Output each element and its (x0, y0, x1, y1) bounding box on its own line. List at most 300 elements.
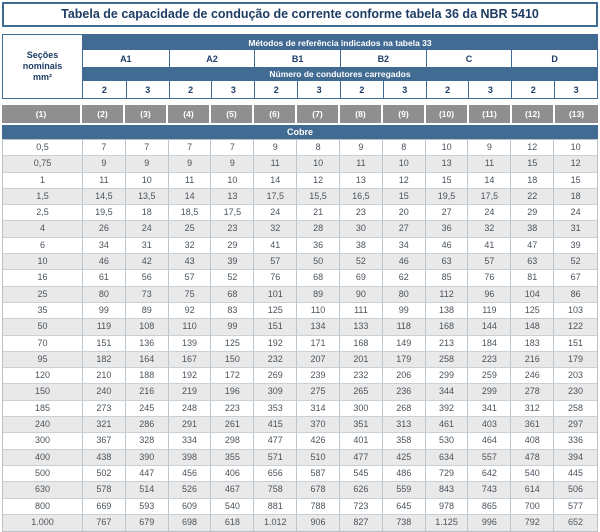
ampacity-value-cell: 9 (468, 140, 511, 156)
ampacity-value-cell: 99 (383, 303, 426, 319)
ampacity-value-cell: 10 (426, 140, 469, 156)
ampacity-value-cell: 426 (297, 433, 340, 449)
ampacity-value-cell: 245 (126, 401, 169, 417)
ampacity-value-cell: 259 (468, 368, 511, 384)
ampacity-value-cell: 11 (468, 156, 511, 172)
ampacity-value-cell: 478 (511, 450, 554, 466)
ampacity-value-cell: 206 (383, 368, 426, 384)
ampacity-value-cell: 7 (83, 140, 126, 156)
ampacity-value-cell: 341 (468, 401, 511, 417)
ampacity-value-cell: 24 (554, 205, 597, 221)
ampacity-value-cell: 63 (426, 254, 469, 270)
ampacity-value-cell: 80 (83, 287, 126, 303)
row-size-cell: 10 (3, 254, 83, 270)
row-size-cell: 50 (3, 319, 83, 335)
ampacity-value-cell: 477 (340, 450, 383, 466)
ampacity-value-cell: 22 (511, 189, 554, 205)
ampacity-value-cell: 18,5 (169, 205, 212, 221)
ampacity-value-cell: 17,5 (254, 189, 297, 205)
ampacity-value-cell: 103 (554, 303, 597, 319)
ampacity-value-cell: 232 (340, 368, 383, 384)
column-number-cell: (2) (82, 105, 125, 123)
ampacity-value-cell: 7 (169, 140, 212, 156)
ampacity-value-cell: 230 (554, 384, 597, 400)
ampacity-value-cell: 299 (426, 368, 469, 384)
row-size-cell: 630 (3, 482, 83, 498)
ampacity-value-cell: 14 (169, 189, 212, 205)
ampacity-value-cell: 50 (297, 254, 340, 270)
conductor-count-cell: 3 (211, 81, 254, 98)
row-size-cell: 25 (3, 287, 83, 303)
ampacity-value-cell: 996 (468, 515, 511, 531)
ampacity-value-cell: 80 (383, 287, 426, 303)
ampacity-value-cell: 261 (211, 417, 254, 433)
ampacity-value-cell: 447 (126, 466, 169, 482)
ampacity-value-cell: 201 (340, 352, 383, 368)
ampacity-value-cell: 461 (426, 417, 469, 433)
row-size-cell: 70 (3, 336, 83, 352)
ampacity-value-cell: 557 (468, 450, 511, 466)
ampacity-value-cell: 125 (211, 336, 254, 352)
ampacity-value-cell: 125 (254, 303, 297, 319)
ampacity-value-cell: 403 (468, 417, 511, 433)
ampacity-value-cell: 367 (83, 433, 126, 449)
ampacity-value-cell: 11 (169, 173, 212, 189)
ampacity-value-cell: 28 (297, 221, 340, 237)
conductor-count-cell: 2 (254, 81, 297, 98)
ampacity-value-cell: 12 (297, 173, 340, 189)
ampacity-value-cell: 20 (383, 205, 426, 221)
conductors-header: Número de condutores carregados (83, 67, 597, 81)
ampacity-value-cell: 456 (169, 466, 212, 482)
ampacity-value-cell: 593 (126, 499, 169, 515)
ampacity-value-cell: 609 (169, 499, 212, 515)
ampacity-value-cell: 514 (126, 482, 169, 498)
ampacity-value-cell: 269 (254, 368, 297, 384)
ampacity-value-cell: 149 (383, 336, 426, 352)
ampacity-value-cell: 618 (211, 515, 254, 531)
ampacity-value-cell: 36 (297, 238, 340, 254)
ampacity-value-cell: 133 (340, 319, 383, 335)
ampacity-value-cell: 398 (169, 450, 212, 466)
ampacity-value-cell: 540 (211, 499, 254, 515)
corner-label-line: Seções (26, 50, 59, 60)
ampacity-value-cell: 21 (297, 205, 340, 221)
ampacity-value-cell: 47 (511, 238, 554, 254)
ampacity-value-cell: 219 (169, 384, 212, 400)
ampacity-value-cell: 390 (126, 450, 169, 466)
ampacity-value-cell: 526 (169, 482, 212, 498)
ampacity-value-cell: 827 (340, 515, 383, 531)
ampacity-value-cell: 31 (554, 221, 597, 237)
ampacity-value-cell: 669 (83, 499, 126, 515)
ampacity-value-cell: 26 (83, 221, 126, 237)
ampacity-value-cell: 23 (340, 205, 383, 221)
table-title: Tabela de capacidade de condução de corrente conforme tabela 36 da NBR 5410 (2, 2, 598, 27)
ampacity-value-cell: 39 (554, 238, 597, 254)
ampacity-value-cell: 46 (426, 238, 469, 254)
ampacity-value-cell: 9 (126, 156, 169, 172)
ampacity-value-cell: 192 (169, 368, 212, 384)
ampacity-value-cell: 27 (383, 221, 426, 237)
row-size-cell: 6 (3, 238, 83, 254)
ampacity-value-cell: 578 (83, 482, 126, 498)
ampacity-value-cell: 634 (426, 450, 469, 466)
corner-label (3, 35, 83, 98)
ampacity-value-cell: 8 (383, 140, 426, 156)
ampacity-value-cell: 85 (426, 270, 469, 286)
ampacity-value-cell: 758 (254, 482, 297, 498)
ampacity-value-cell: 119 (468, 303, 511, 319)
ampacity-value-cell: 42 (126, 254, 169, 270)
ampacity-value-cell: 43 (169, 254, 212, 270)
ampacity-value-cell: 99 (83, 303, 126, 319)
ampacity-value-cell: 46 (83, 254, 126, 270)
ampacity-value-cell: 89 (297, 287, 340, 303)
row-size-cell: 4 (3, 221, 83, 237)
row-size-cell: 240 (3, 417, 83, 433)
ampacity-value-cell: 207 (297, 352, 340, 368)
ampacity-value-cell: 344 (426, 384, 469, 400)
ampacity-value-cell: 14,5 (83, 189, 126, 205)
ampacity-value-cell: 25 (169, 221, 212, 237)
conductor-count-cell: 2 (340, 81, 383, 98)
ampacity-value-cell: 34 (83, 238, 126, 254)
ampacity-value-cell: 57 (169, 270, 212, 286)
ampacity-value-cell: 587 (297, 466, 340, 482)
ampacity-value-cell: 265 (340, 384, 383, 400)
ampacity-value-cell: 464 (468, 433, 511, 449)
ampacity-value-cell: 10 (554, 140, 597, 156)
ampacity-value-cell: 9 (169, 156, 212, 172)
ampacity-value-cell: 438 (83, 450, 126, 466)
ampacity-value-cell: 11 (340, 156, 383, 172)
ampacity-value-cell: 32 (468, 221, 511, 237)
ampacity-value-cell: 125 (511, 303, 554, 319)
column-number-cell: (11) (469, 105, 512, 123)
ampacity-value-cell: 358 (383, 433, 426, 449)
ampacity-value-cell: 32 (169, 238, 212, 254)
ampacity-value-cell: 183 (511, 336, 554, 352)
ampacity-value-cell: 656 (254, 466, 297, 482)
conductor-count-cell: 3 (554, 81, 597, 98)
ampacity-value-cell: 10 (211, 173, 254, 189)
row-size-cell: 300 (3, 433, 83, 449)
ampacity-value-cell: 17,5 (468, 189, 511, 205)
ampacity-value-cell: 298 (211, 433, 254, 449)
ampacity-value-cell: 239 (297, 368, 340, 384)
ampacity-value-cell: 19,5 (83, 205, 126, 221)
ampacity-value-cell: 240 (83, 384, 126, 400)
ampacity-value-cell: 29 (211, 238, 254, 254)
ampacity-value-cell: 11 (83, 173, 126, 189)
ampacity-value-cell: 196 (211, 384, 254, 400)
ampacity-value-cell: 559 (383, 482, 426, 498)
ampacity-value-cell: 577 (554, 499, 597, 515)
column-number-cell: (8) (340, 105, 383, 123)
ampacity-value-cell: 30 (340, 221, 383, 237)
conductor-count-cell: 3 (468, 81, 511, 98)
ampacity-value-cell: 92 (169, 303, 212, 319)
ampacity-value-cell: 151 (554, 336, 597, 352)
ampacity-value-cell: 75 (169, 287, 212, 303)
ampacity-value-cell: 36 (426, 221, 469, 237)
row-size-cell: 1 (3, 173, 83, 189)
column-number-cell: (4) (168, 105, 211, 123)
ampacity-value-cell: 297 (554, 417, 597, 433)
ampacity-value-cell: 18 (126, 205, 169, 221)
ampacity-value-cell: 81 (511, 270, 554, 286)
ampacity-value-cell: 68 (211, 287, 254, 303)
ampacity-value-cell: 309 (254, 384, 297, 400)
ampacity-value-cell: 184 (468, 336, 511, 352)
row-size-cell: 1.000 (3, 515, 83, 531)
ampacity-value-cell: 18 (511, 173, 554, 189)
ampacity-value-cell: 353 (254, 401, 297, 417)
row-size-cell: 185 (3, 401, 83, 417)
ampacity-value-cell: 57 (468, 254, 511, 270)
ampacity-value-cell: 486 (383, 466, 426, 482)
ampacity-value-cell: 136 (126, 336, 169, 352)
ampacity-value-cell: 370 (297, 417, 340, 433)
conductor-count-cell: 2 (83, 81, 126, 98)
corner-label-line: nominais (22, 61, 63, 71)
ampacity-value-cell: 7 (211, 140, 254, 156)
ampacity-value-cell: 134 (297, 319, 340, 335)
row-size-cell: 2,5 (3, 205, 83, 221)
ampacity-value-cell: 216 (126, 384, 169, 400)
methods-header: Métodos de referência indicados na tabela 33 (83, 35, 597, 50)
ampacity-value-cell: 89 (126, 303, 169, 319)
ampacity-value-cell: 63 (511, 254, 554, 270)
ampacity-value-cell: 101 (254, 287, 297, 303)
ampacity-value-cell: 645 (383, 499, 426, 515)
ampacity-value-cell: 321 (83, 417, 126, 433)
ampacity-value-cell: 56 (126, 270, 169, 286)
ampacity-value-cell: 151 (254, 319, 297, 335)
ampacity-value-cell: 545 (340, 466, 383, 482)
ampacity-value-cell: 291 (169, 417, 212, 433)
method-col-d: D (511, 50, 597, 67)
ampacity-value-cell: 678 (297, 482, 340, 498)
ampacity-value-cell: 336 (554, 433, 597, 449)
ampacity-value-cell: 392 (426, 401, 469, 417)
ampacity-value-cell: 83 (211, 303, 254, 319)
ampacity-value-cell: 355 (211, 450, 254, 466)
row-size-cell: 0,75 (3, 156, 83, 172)
ampacity-value-cell: 502 (83, 466, 126, 482)
ampacity-value-cell: 15,5 (297, 189, 340, 205)
ampacity-value-cell: 32 (254, 221, 297, 237)
ampacity-value-cell: 148 (511, 319, 554, 335)
ampacity-value-cell: 767 (83, 515, 126, 531)
row-size-cell: 1,5 (3, 189, 83, 205)
ampacity-value-cell: 38 (511, 221, 554, 237)
ampacity-value-cell: 738 (383, 515, 426, 531)
ampacity-value-cell: 150 (211, 352, 254, 368)
ampacity-value-cell: 408 (511, 433, 554, 449)
ampacity-value-cell: 39 (211, 254, 254, 270)
ampacity-value-cell: 13,5 (126, 189, 169, 205)
table-body (2, 139, 598, 532)
ampacity-value-cell: 90 (340, 287, 383, 303)
conductor-count-cell: 3 (126, 81, 169, 98)
ampacity-value-cell: 477 (254, 433, 297, 449)
method-col-a2: A2 (169, 50, 255, 67)
column-number-cell: (10) (426, 105, 469, 123)
column-number-cell: (9) (383, 105, 426, 123)
ampacity-value-cell: 865 (468, 499, 511, 515)
ampacity-value-cell: 792 (511, 515, 554, 531)
ampacity-value-cell: 223 (211, 401, 254, 417)
ampacity-value-cell: 334 (169, 433, 212, 449)
ampacity-value-cell: 679 (126, 515, 169, 531)
ampacity-value-cell: 138 (426, 303, 469, 319)
column-number-cell: (3) (125, 105, 168, 123)
ampacity-value-cell: 18 (554, 189, 597, 205)
column-number-cell: (1) (2, 105, 82, 123)
ampacity-value-cell: 34 (383, 238, 426, 254)
ampacity-value-cell: 906 (297, 515, 340, 531)
ampacity-value-cell: 213 (426, 336, 469, 352)
ampacity-value-cell: 41 (468, 238, 511, 254)
ampacity-value-cell: 31 (126, 238, 169, 254)
method-col-b1: B1 (254, 50, 340, 67)
ampacity-value-cell: 139 (169, 336, 212, 352)
ampacity-value-cell: 68 (297, 270, 340, 286)
ampacity-value-cell: 9 (340, 140, 383, 156)
ampacity-value-cell: 15 (426, 173, 469, 189)
ampacity-value-cell: 164 (126, 352, 169, 368)
ampacity-value-cell: 11 (254, 156, 297, 172)
header-grid (2, 34, 598, 99)
ampacity-value-cell: 118 (383, 319, 426, 335)
ampacity-value-cell: 10 (383, 156, 426, 172)
row-size-cell: 0,5 (3, 140, 83, 156)
ampacity-value-cell: 86 (554, 287, 597, 303)
ampacity-value-cell: 167 (169, 352, 212, 368)
ampacity-value-cell: 9 (83, 156, 126, 172)
method-col-c: C (426, 50, 512, 67)
column-number-cell: (6) (254, 105, 297, 123)
ampacity-value-cell: 16,5 (340, 189, 383, 205)
row-size-cell: 150 (3, 384, 83, 400)
ampacity-value-cell: 110 (169, 319, 212, 335)
ampacity-value-cell: 192 (254, 336, 297, 352)
ampacity-value-cell: 17,5 (211, 205, 254, 221)
ampacity-value-cell: 571 (254, 450, 297, 466)
ampacity-value-cell: 13 (426, 156, 469, 172)
ampacity-value-cell: 27 (426, 205, 469, 221)
ampacity-value-cell: 15 (511, 156, 554, 172)
ampacity-value-cell: 168 (340, 336, 383, 352)
ampacity-value-cell: 788 (297, 499, 340, 515)
ampacity-value-cell: 626 (340, 482, 383, 498)
conductor-count-cell: 2 (426, 81, 469, 98)
ampacity-value-cell: 99 (211, 319, 254, 335)
ampacity-value-cell: 13 (211, 189, 254, 205)
ampacity-value-cell: 236 (383, 384, 426, 400)
ampacity-value-cell: 246 (511, 368, 554, 384)
ampacity-value-cell: 258 (426, 352, 469, 368)
ampacity-value-cell: 248 (169, 401, 212, 417)
ampacity-value-cell: 23 (211, 221, 254, 237)
ampacity-value-cell: 278 (511, 384, 554, 400)
row-size-cell: 16 (3, 270, 83, 286)
row-size-cell: 95 (3, 352, 83, 368)
ampacity-value-cell: 729 (426, 466, 469, 482)
ampacity-value-cell: 313 (383, 417, 426, 433)
ampacity-value-cell: 108 (126, 319, 169, 335)
ampacity-value-cell: 19,5 (426, 189, 469, 205)
ampacity-value-cell: 112 (426, 287, 469, 303)
column-number-cell: (7) (297, 105, 340, 123)
ampacity-value-cell: 67 (554, 270, 597, 286)
ampacity-value-cell: 69 (340, 270, 383, 286)
ampacity-value-cell: 314 (297, 401, 340, 417)
ampacity-value-cell: 401 (340, 433, 383, 449)
ampacity-value-cell: 119 (83, 319, 126, 335)
ampacity-value-cell: 144 (468, 319, 511, 335)
column-number-cell: (12) (512, 105, 555, 123)
ampacity-value-cell: 46 (383, 254, 426, 270)
ampacity-value-cell: 12 (511, 140, 554, 156)
ampacity-value-cell: 188 (126, 368, 169, 384)
method-col-a1: A1 (83, 50, 169, 67)
ampacity-value-cell: 258 (554, 401, 597, 417)
ampacity-value-cell: 110 (297, 303, 340, 319)
ampacity-value-cell: 394 (554, 450, 597, 466)
ampacity-value-cell: 57 (254, 254, 297, 270)
ampacity-value-cell: 286 (126, 417, 169, 433)
ampacity-value-cell: 7 (126, 140, 169, 156)
ampacity-value-cell: 540 (511, 466, 554, 482)
ampacity-value-cell: 232 (254, 352, 297, 368)
ampacity-value-cell: 723 (340, 499, 383, 515)
ampacity-value-cell: 14 (254, 173, 297, 189)
ampacity-value-cell: 179 (554, 352, 597, 368)
ampacity-value-cell: 652 (554, 515, 597, 531)
ampacity-value-cell: 24 (254, 205, 297, 221)
ampacity-value-cell: 104 (511, 287, 554, 303)
ampacity-value-cell: 273 (83, 401, 126, 417)
ampacity-value-cell: 38 (340, 238, 383, 254)
ampacity-value-cell: 24 (126, 221, 169, 237)
ampacity-value-cell: 73 (126, 287, 169, 303)
ampacity-value-cell: 15 (383, 189, 426, 205)
ampacity-value-cell: 445 (554, 466, 597, 482)
ampacity-value-cell: 122 (554, 319, 597, 335)
ampacity-value-cell: 41 (254, 238, 297, 254)
row-size-cell: 120 (3, 368, 83, 384)
ampacity-value-cell: 76 (468, 270, 511, 286)
ampacity-value-cell: 52 (340, 254, 383, 270)
ampacity-value-cell: 361 (511, 417, 554, 433)
ampacity-value-cell: 182 (83, 352, 126, 368)
ampacity-value-cell: 52 (211, 270, 254, 286)
column-numbers-row (2, 105, 598, 123)
ampacity-value-cell: 743 (468, 482, 511, 498)
ampacity-value-cell: 312 (511, 401, 554, 417)
ampacity-value-cell: 15 (554, 173, 597, 189)
row-size-cell: 800 (3, 499, 83, 515)
ampacity-value-cell: 506 (554, 482, 597, 498)
row-size-cell: 400 (3, 450, 83, 466)
ampacity-value-cell: 151 (83, 336, 126, 352)
ampacity-value-cell: 425 (383, 450, 426, 466)
ampacity-value-cell: 12 (554, 156, 597, 172)
ampacity-value-cell: 843 (426, 482, 469, 498)
